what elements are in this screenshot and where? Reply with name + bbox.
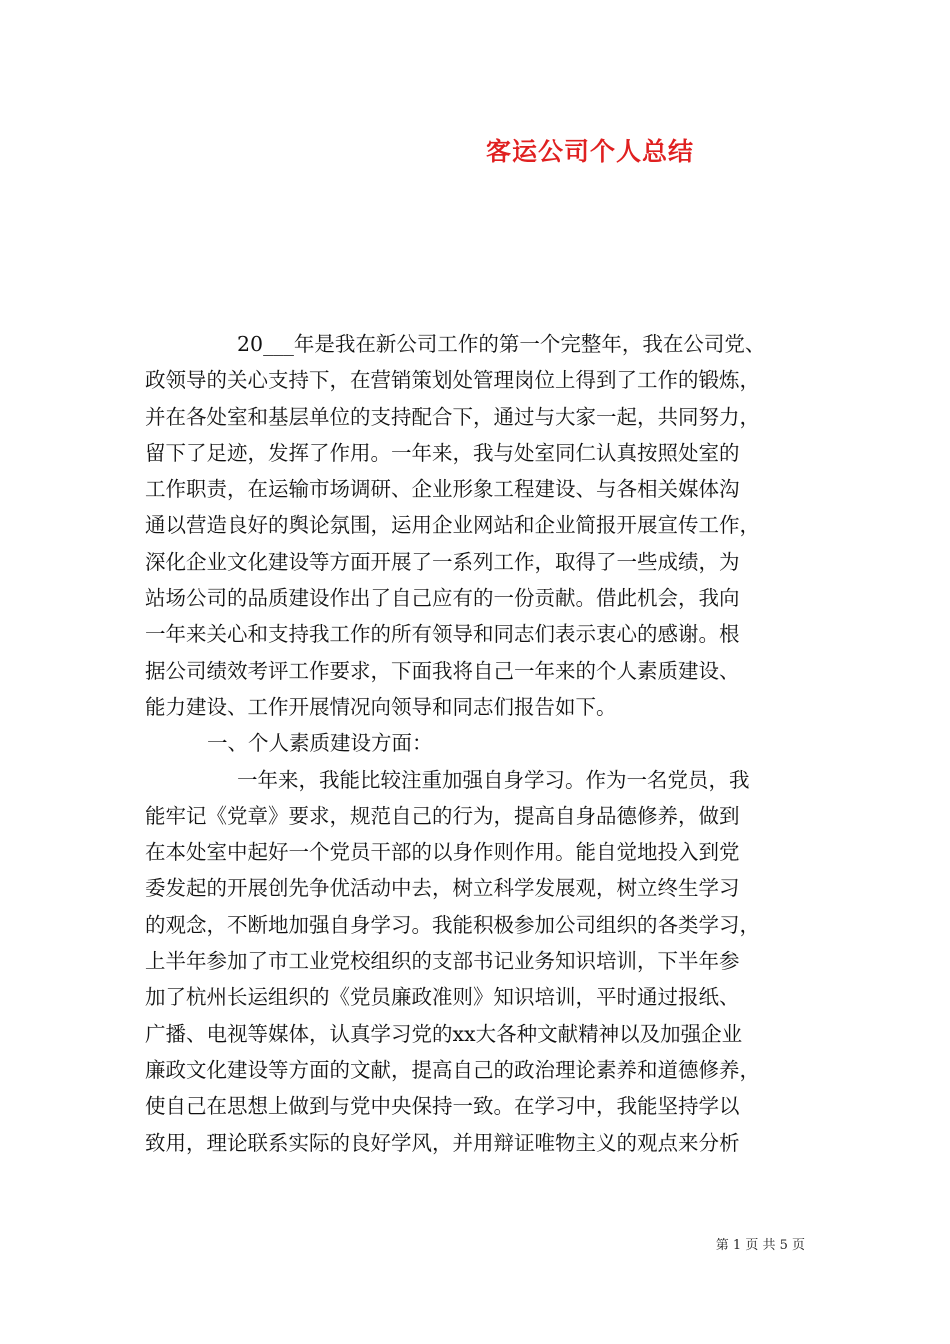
paragraph-line: 使自己在思想上做到与党中央保持一致。在学习中，我能坚持学以 [145, 1094, 740, 1119]
paragraph-line: 一年来关心和支持我工作的所有领导和同志们表示衷心的感谢。根 [145, 622, 740, 647]
paragraph-line: 在本处室中起好一个党员干部的以身作则作用。能自觉地投入到党 [145, 840, 740, 865]
section-heading: 一、个人素质建设方面： [207, 731, 433, 756]
paragraph-line: 加了杭州长运组织的《党员廉政准则》知识培训，平时通过报纸、 [145, 985, 740, 1010]
paragraph-line: 站场公司的品质建设作出了自己应有的一份贡献。借此机会，我向 [145, 586, 740, 611]
paragraph-line: 工作职责，在运输市场调研、企业形象工程建设、与各相关媒体沟 [145, 477, 740, 502]
paragraph-line: 政领导的关心支持下，在营销策划处管理岗位上得到了工作的锻炼， [145, 368, 760, 393]
paragraph-line: 一年来，我能比较注重加强自身学习。作为一名党员，我 [237, 767, 750, 792]
paragraph-line: 留下了足迹，发挥了作用。一年来，我与处室同仁认真按照处室的 [145, 440, 740, 465]
paragraph-line: 委发起的开展创先争优活动中去，树立科学发展观，树立终生学习 [145, 876, 740, 901]
document-title: 客运公司个人总结 [485, 137, 694, 166]
paragraph-line: 的观念，不断地加强自身学习。我能积极参加公司组织的各类学习， [145, 912, 760, 937]
page-footer: 第 1 页 共 5 页 [715, 1238, 805, 1253]
paragraph-line: 上半年参加了市工业党校组织的支部书记业务知识培训，下半年参 [145, 949, 740, 974]
paragraph-line: 廉政文化建设等方面的文献，提高自己的政治理论素养和道德修养， [145, 1057, 760, 1082]
paragraph-line: 致用，理论联系实际的良好学风，并用辩证唯物主义的观点来分析 [145, 1130, 740, 1155]
paragraph-line: 广播、电视等媒体，认真学习党的xx大各种文献精神以及加强企业 [145, 1021, 743, 1046]
paragraph-line: 20___年是我在新公司工作的第一个完整年，我在公司党、 [237, 332, 766, 356]
paragraph-line: 能牢记《党章》要求，规范自己的行为，提高自身品德修养，做到 [145, 803, 740, 828]
paragraph-line: 通以营造良好的舆论氛围，运用企业网站和企业简报开展宣传工作， [145, 513, 760, 538]
paragraph-line: 据公司绩效考评工作要求，下面我将自己一年来的个人素质建设、 [145, 658, 740, 683]
document-body [145, 326, 810, 1161]
paragraph-line: 深化企业文化建设等方面开展了一系列工作，取得了一些成绩，为 [145, 549, 740, 574]
paragraph-line: 能力建设、工作开展情况向领导和同志们报告如下。 [145, 694, 617, 719]
paragraph-line: 并在各处室和基层单位的支持配合下，通过与大家一起，共同努力， [145, 404, 760, 429]
